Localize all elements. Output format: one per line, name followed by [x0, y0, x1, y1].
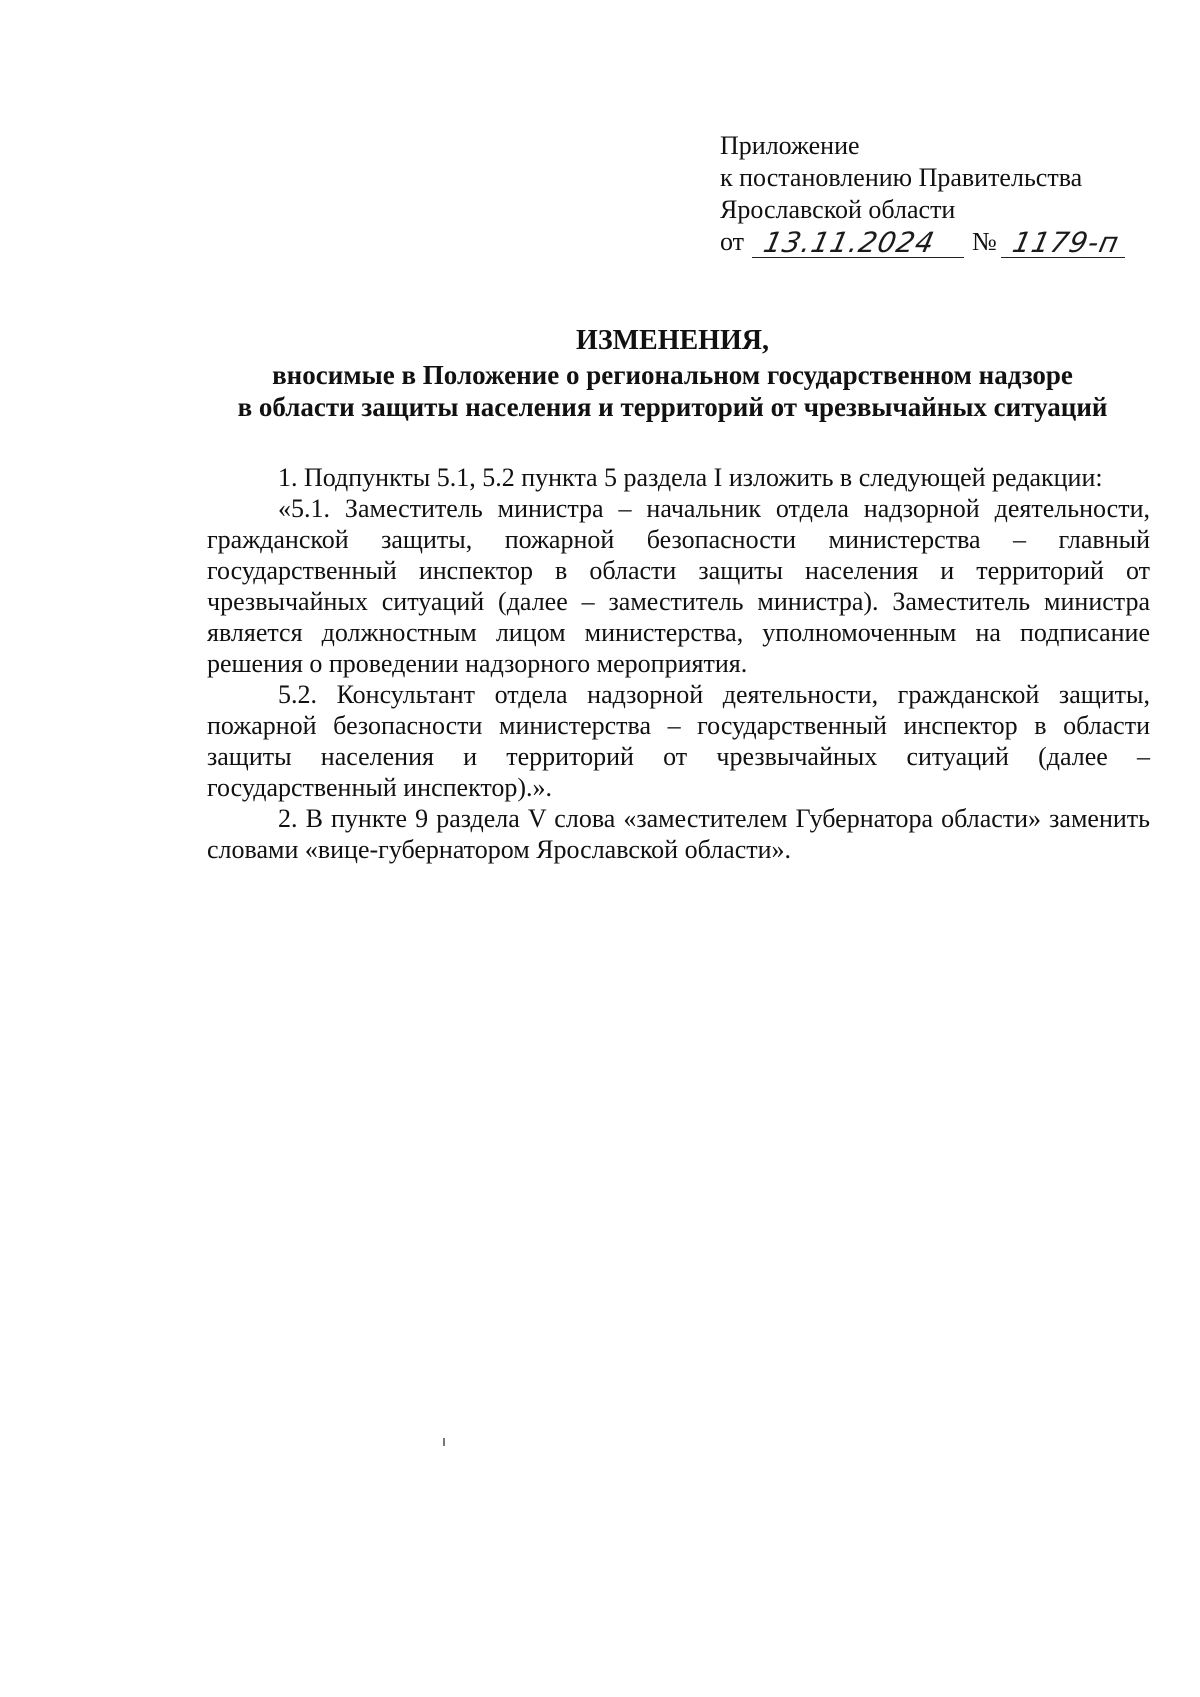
date-field — [752, 227, 964, 258]
handwritten-date: 13.11.2024 — [760, 226, 938, 259]
paragraph-1: 1. Подпункты 5.1, 5.2 пункта 5 раздела I изложить в следующей редакции: — [278, 463, 1103, 492]
attachment-resolution-ref: к постановлению Правительства — [720, 163, 1083, 192]
attachment-block — [720, 130, 1160, 258]
number-label: № — [972, 227, 997, 256]
document-subtitle-line1: вносимые в Положение о региональном государственном надзоре — [272, 360, 1073, 390]
attachment-heading: Приложение — [720, 131, 860, 160]
paragraph-2: 2. В пункте 9 раздела V слова «заместителем Губернатора области» заменить словами «вице-губернатором Ярославской области». — [207, 804, 1150, 864]
paragraph-5-1: «5.1. Заместитель министра – начальник отдела надзорной деятельности, гражданской защиты, пожарной безопасности министерства – главный государственный инспектор в области защиты населения и территорий от чрезвычайных ситуаций (далее – заместитель министра). Заместитель министра является должностным лицом министерства, уполномоченным на подписание решения о проведении надзорного мероприятия. — [207, 494, 1150, 678]
document-body — [207, 462, 1150, 865]
document-title-block — [160, 325, 1185, 423]
scan-speck — [443, 1438, 445, 1446]
from-label: от — [720, 227, 745, 256]
attachment-date-number-line — [720, 226, 1160, 258]
handwritten-number: 1179-п — [1009, 226, 1123, 259]
document-title: ИЗМЕНЕНИЯ, — [576, 325, 769, 356]
document-subtitle-line2: в области защиты населения и территорий от чрезвычайных ситуаций — [237, 392, 1108, 422]
number-field — [1001, 227, 1125, 258]
attachment-region: Ярославской области — [720, 195, 956, 224]
paragraph-5-2: 5.2. Консультант отдела надзорной деятельности, гражданской защиты, пожарной безопасности министерства – государственный инспектор в области защиты населения и территорий от чрезвычайных ситуаций (далее – государственный инспектор).». — [207, 680, 1150, 802]
